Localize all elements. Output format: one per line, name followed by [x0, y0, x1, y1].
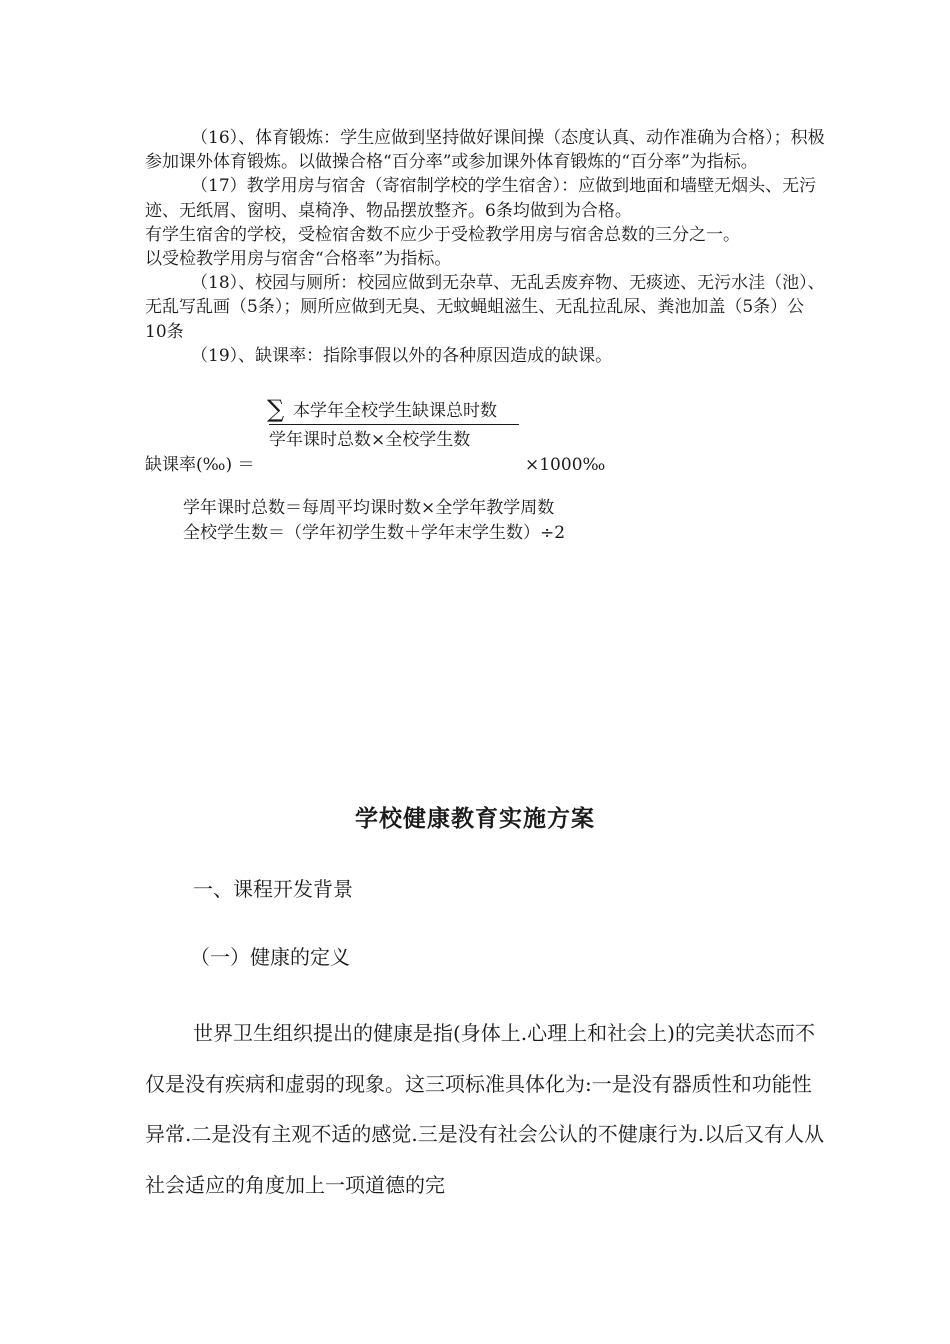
- absence-rate-formula: [145, 396, 825, 481]
- definition-student-count: 全校学生数＝（学年初学生数＋学年末学生数）÷2: [183, 523, 566, 543]
- formula-definitions: [183, 496, 565, 546]
- paragraph-18: （18）、校园与厕所：校园应做到无杂草、无乱丢废弃物、无痰迹、无污水洼（池）、无乱写乱画（5条）；厕所应做到无臭、无蚊蝇蛆滋生、无乱拉乱尿、粪池加盖（5条）公10条: [145, 273, 825, 342]
- formula-rhs: ×1000‰: [525, 455, 606, 475]
- section-heading: 一、课程开发背景: [193, 877, 353, 901]
- definition-total-hours: 学年课时总数＝每周平均课时数×全学年教学周数: [183, 498, 555, 518]
- document-title: 学校健康教育实施方案: [355, 805, 595, 832]
- subsection-heading: （一）健康的定义: [190, 945, 350, 969]
- formula-denominator: 学年课时总数×全校学生数: [269, 430, 471, 450]
- formula-numerator: 本学年全校学生缺课总时数: [293, 401, 497, 421]
- fraction-bar: [269, 424, 519, 425]
- paragraph-16: （16）、体育锻炼：学生应做到坚持做好课间操（态度认真、动作准确为合格）；积极参加课外体育锻炼。以做操合格“百分率”或参加课外体育锻炼的“百分率”为指标。: [145, 128, 825, 173]
- sum-symbol: ∑: [267, 395, 285, 423]
- health-definition-body: [145, 1008, 825, 1210]
- top-section: [145, 126, 825, 368]
- body-paragraph: 世界卫生组织提出的健康是指(身体上.心理上和社会上)的完美状态而不仅是没有疾病和虚弱的现象。这三项标准具体化为:一是没有器质性和功能性异常.二是没有主观不适的感觉.三是没有社会公认的不健康行为.以后又有人从社会适应的角度加上一项道德的完: [145, 1021, 825, 1197]
- paragraph-17-end: 以受检教学用房与宿舍“合格率”为指标。: [145, 249, 452, 270]
- formula-lhs: 缺课率(‰) ＝: [145, 455, 255, 475]
- paragraph-17: （17）教学用房与宿舍（寄宿制学校的学生宿舍）：应做到地面和墙壁无烟头、无污迹、无纸屑、窗明、桌椅净、物品摆放整齐。6条均做到为合格。: [145, 176, 817, 221]
- paragraph-19: （19）、缺课率：指除事假以外的各种原因造成的缺课。: [191, 345, 613, 366]
- paragraph-17-cont: 有学生宿舍的学校，受检宿舍数不应少于受检教学用房与宿舍总数的三分之一。: [145, 224, 740, 245]
